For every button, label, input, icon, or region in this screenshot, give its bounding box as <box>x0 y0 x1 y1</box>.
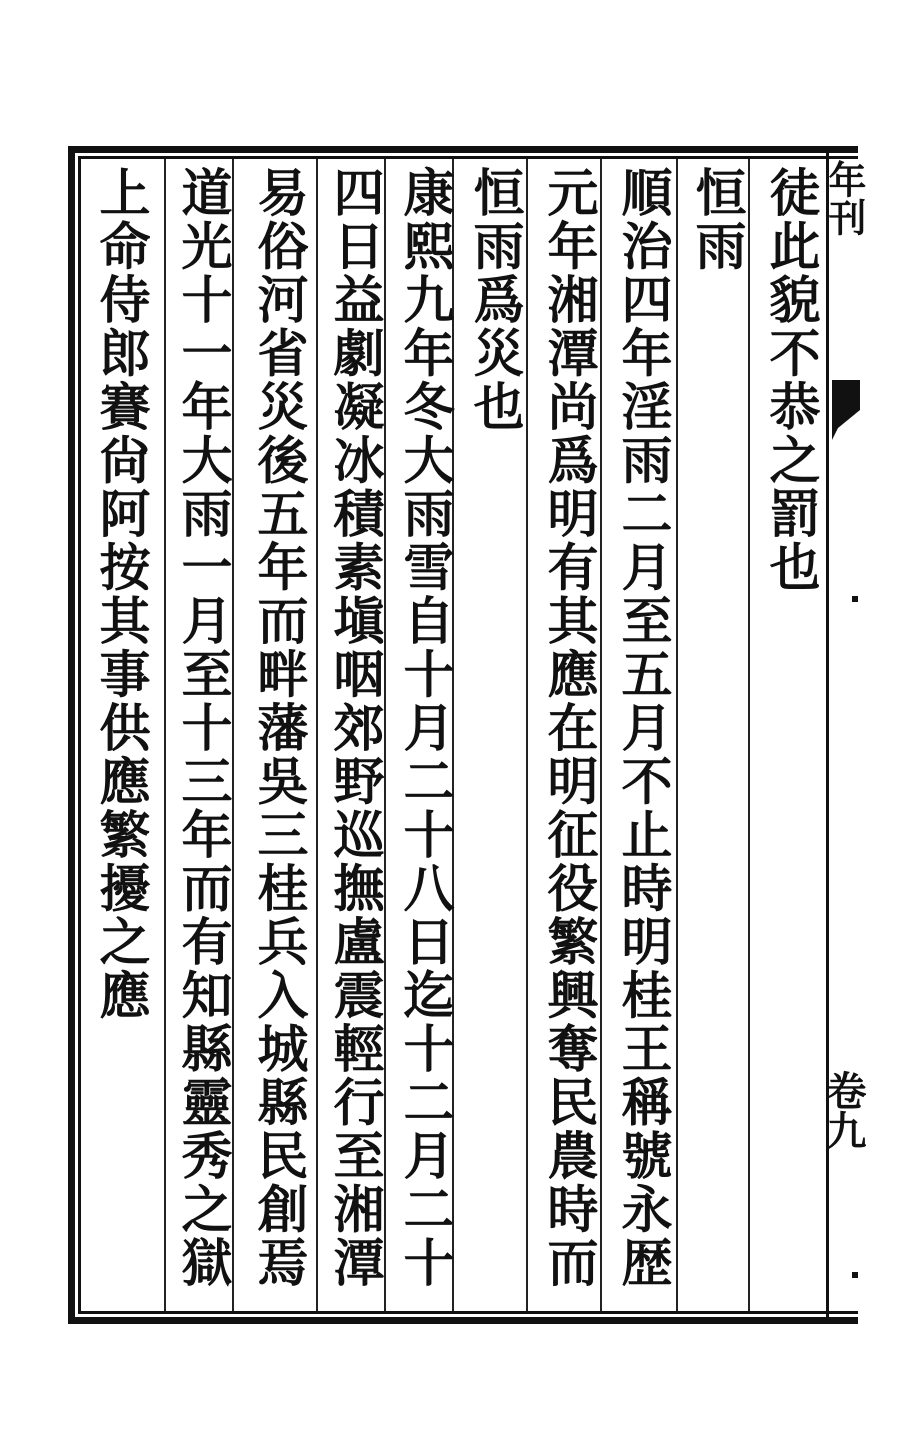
column-rule <box>600 159 602 1311</box>
text-column-9: 道光十一年大雨一月至十三年而有知縣靈秀之獄 <box>172 166 232 1290</box>
inner-border-bottom <box>78 1311 858 1314</box>
edge-tick-mark <box>852 596 858 602</box>
inner-border-top <box>78 156 858 159</box>
text-column-10: 上命侍郎賽尙阿按其事供應繁擾之應 <box>90 166 150 1022</box>
text-column-3: 順治四年淫雨二月至五月不止時明桂王稱號永歴 <box>612 166 672 1290</box>
column-rule <box>164 159 166 1311</box>
text-column-8: 易俗河省災後五年而畔藩吳三桂兵入城縣民創焉 <box>248 166 308 1290</box>
column-rule <box>676 159 678 1311</box>
text-column-2: 恒雨 <box>686 166 746 273</box>
text-column-1: 徒此貌不恭之罰也 <box>760 166 820 594</box>
column-rule <box>748 159 750 1311</box>
column-rule <box>316 159 318 1311</box>
fishtail-mark-icon <box>832 380 860 440</box>
text-column-7: 四日益劇凝冰積素塡咽郊野巡撫盧震輕行至湘潭 <box>324 166 384 1290</box>
page-edge-title: 年刊 <box>822 160 867 236</box>
inner-border-left <box>78 156 81 1314</box>
text-column-4: 元年湘潭尚爲明有其應在明征役繁興奪民農時而 <box>538 166 598 1290</box>
text-column-5: 恒雨爲災也 <box>464 166 524 434</box>
volume-label: 卷九 <box>820 1070 867 1150</box>
column-rule <box>526 159 528 1311</box>
text-column-6: 康熙九年冬大雨雪自十月二十八日迄十二月二十 <box>394 166 454 1290</box>
edge-tick-mark <box>852 1272 858 1278</box>
